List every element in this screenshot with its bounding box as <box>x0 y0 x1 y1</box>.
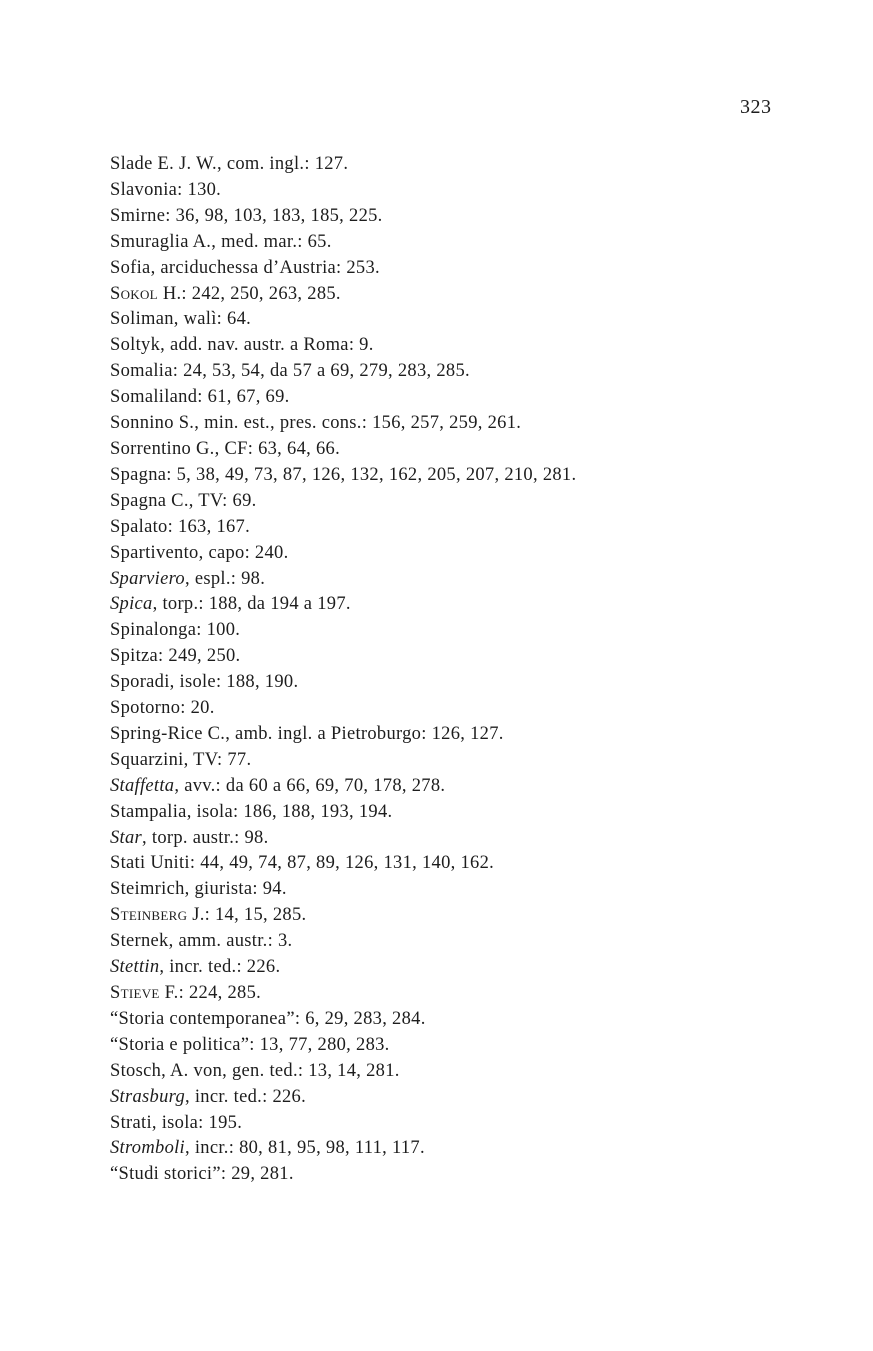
index-entry-references: : 36, 98, 103, 183, 185, 225. <box>165 205 383 226</box>
index-entry-references: , isole: 188, 190. <box>169 672 299 693</box>
index-entry-heading: Sonnino S. <box>110 413 195 434</box>
index-entry-heading: Stromboli <box>110 1138 185 1159</box>
index-entry-references: H.: 242, 250, 263, 285. <box>157 283 341 304</box>
index-entry-references: : 163, 167. <box>167 516 251 537</box>
index-entry-references: , torp.: 188, da 194 a 197. <box>152 594 351 615</box>
index-entry-heading: Sofia <box>110 257 151 278</box>
index-entry-heading: Spalato <box>110 516 168 537</box>
index-entry <box>110 541 576 567</box>
index-entry <box>110 1136 576 1162</box>
index-entry <box>110 437 576 463</box>
index-entry-references: , amm. austr.: 3. <box>168 931 293 952</box>
index-entry-heading: Steimrich <box>110 879 185 900</box>
index-entry-references: , amb. ingl. a Pietroburgo: 126, 127. <box>225 723 504 744</box>
index-entry-heading: Smuraglia A. <box>110 231 212 252</box>
index-entry-references: , giurista: 94. <box>184 879 287 900</box>
index-entry-heading: Spitza <box>110 646 159 667</box>
index-entry <box>110 1111 576 1137</box>
index-entry-heading: Spartivento <box>110 542 199 563</box>
index-entry-heading: “Studi storici” <box>110 1164 221 1185</box>
index-entry <box>110 592 576 618</box>
index-entry-heading: Smirne <box>110 205 166 226</box>
index-entry <box>110 1162 576 1188</box>
index-entry <box>110 385 576 411</box>
index-entry-references: , min. est., pres. cons.: 156, 257, 259, 261. <box>194 413 522 434</box>
index-entry <box>110 748 576 774</box>
index-entry-references: , A. von, gen. ted.: 13, 14, 281. <box>161 1060 400 1081</box>
index-entry-heading: Somalia <box>110 361 173 382</box>
index-entry-heading: Spagna <box>110 464 167 485</box>
index-entry <box>110 929 576 955</box>
index-entry <box>110 618 576 644</box>
index-entry-references: : 100. <box>196 620 241 641</box>
index-entry <box>110 644 576 670</box>
index-entry-references: , CF: 63, 64, 66. <box>214 438 340 459</box>
index-entry-heading: Sokol <box>110 283 158 304</box>
index-entry-heading: Somaliland <box>110 387 198 408</box>
index-entry-references: , incr.: 80, 81, 95, 98, 111, 117. <box>185 1138 425 1159</box>
index-entry-references: , incr. ted.: 226. <box>159 957 281 978</box>
index-entry-references: , arciduchessa d’Austria: 253. <box>150 257 380 278</box>
index-entry-heading: Slavonia <box>110 179 178 200</box>
index-entry <box>110 670 576 696</box>
index-entry <box>110 567 576 593</box>
index-entry-references: : 5, 38, 49, 73, 87, 126, 132, 162, 205, 207, 210, 281. <box>166 464 577 485</box>
index-entry <box>110 800 576 826</box>
index-entry-heading: Slade E. J. W. <box>110 154 217 174</box>
index-entry <box>110 722 576 748</box>
index-entry-references: : 29, 281. <box>220 1164 294 1185</box>
index-entry-heading: Spring-Rice C. <box>110 723 226 744</box>
index-entry-heading: Stati Uniti <box>110 853 190 874</box>
index-entry <box>110 903 576 929</box>
index-entry-heading: Spinalonga <box>110 620 197 641</box>
index-entry-references: , torp. austr.: 98. <box>142 827 269 848</box>
index-entry-references: : 6, 29, 283, 284. <box>294 1008 426 1029</box>
index-entry-references: , isola: 195. <box>151 1112 243 1133</box>
index-entry-heading: Staffetta <box>110 775 175 796</box>
index-entry <box>110 411 576 437</box>
index-entry <box>110 307 576 333</box>
index-entry-references: F.: 224, 285. <box>159 983 262 1003</box>
index-entry <box>110 1033 576 1059</box>
index-entry-references: , TV: 69. <box>188 490 257 511</box>
index-entry <box>110 152 576 178</box>
index-entry-list <box>110 152 576 1188</box>
index-entry <box>110 282 576 308</box>
index-entry <box>110 204 576 230</box>
index-entry <box>110 877 576 903</box>
index-entry-references: : 249, 250. <box>158 646 241 667</box>
index-entry-references: : 24, 53, 54, da 57 a 69, 279, 283, 285. <box>172 361 470 382</box>
index-entry <box>110 981 576 1007</box>
index-entry <box>110 774 576 800</box>
index-entry <box>110 230 576 256</box>
index-entry <box>110 178 576 204</box>
index-entry-references: , walì: 64. <box>173 309 252 330</box>
index-entry-heading: Stosch <box>110 1060 162 1081</box>
index-entry-heading: Soliman <box>110 309 174 330</box>
index-entry-references: : 44, 49, 74, 87, 89, 126, 131, 140, 162. <box>189 853 495 874</box>
index-entry <box>110 826 576 852</box>
index-entry-references: : 61, 67, 69. <box>197 387 290 408</box>
index-entry <box>110 333 576 359</box>
index-entry-references: : 20. <box>180 698 215 719</box>
index-entry-heading: Sternek <box>110 931 169 952</box>
index-entry-references: , isola: 186, 188, 193, 194. <box>186 801 393 822</box>
index-entry-references: : 130. <box>177 179 222 200</box>
index-entry-heading: Sorrentino G. <box>110 438 215 459</box>
index-entry-references: , espl.: 98. <box>184 568 266 589</box>
index-entry-heading: Sporadi <box>110 672 170 693</box>
index-entry-references: , med. mar.: 65. <box>211 231 332 252</box>
index-entry-heading: Stieve <box>110 983 160 1003</box>
index-entry-heading: Strasburg <box>110 1086 186 1107</box>
index-entry-references: , com. ingl.: 127. <box>216 154 349 174</box>
index-entry-heading: Strati <box>110 1112 152 1133</box>
index-entry-references: , add. nav. austr. a Roma: 9. <box>160 335 374 356</box>
index-entry <box>110 463 576 489</box>
index-entry-heading: “Storia e politica” <box>110 1034 250 1055</box>
index-entry-heading: Spotorno <box>110 698 181 719</box>
index-entry-heading: Stettin <box>110 957 160 978</box>
index-entry-heading: Spagna C. <box>110 490 189 511</box>
index-entry <box>110 1085 576 1111</box>
index-entry-references: , TV: 77. <box>183 749 252 770</box>
index-entry-references: , incr. ted.: 226. <box>185 1086 307 1107</box>
index-entry-heading: Star <box>110 827 143 848</box>
index-entry-heading: Spica <box>110 594 153 615</box>
index-entry-references: J.: 14, 15, 285. <box>187 905 307 926</box>
index-entry <box>110 256 576 282</box>
index-entry-references: , avv.: da 60 a 66, 69, 70, 178, 278. <box>174 775 446 796</box>
index-entry-heading: Steinberg <box>110 905 188 926</box>
index-entry-references: : 13, 77, 280, 283. <box>249 1034 390 1055</box>
index-entry-heading: Squarzini <box>110 749 184 770</box>
index-entry <box>110 955 576 981</box>
index-entry-references: , capo: 240. <box>198 542 289 563</box>
page-number: 323 <box>740 96 772 118</box>
index-entry-heading: Sparviero <box>110 568 185 589</box>
index-entry <box>110 515 576 541</box>
index-entry-heading: Stampalia <box>110 801 187 822</box>
index-entry <box>110 359 576 385</box>
index-entry <box>110 1007 576 1033</box>
index-entry-heading: Soltyk <box>110 335 161 356</box>
index-entry <box>110 489 576 515</box>
index-entry <box>110 1059 576 1085</box>
index-entry <box>110 696 576 722</box>
index-entry-heading: “Storia contemporanea” <box>110 1008 295 1029</box>
index-entry <box>110 851 576 877</box>
